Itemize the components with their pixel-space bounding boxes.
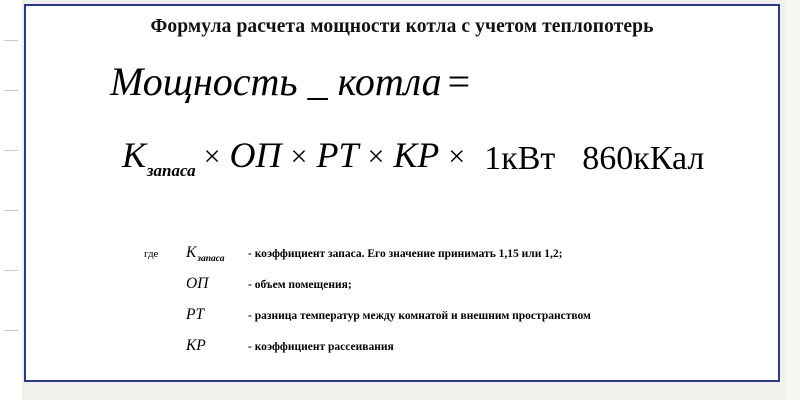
factor-rt: РТ bbox=[316, 135, 359, 175]
left-margin-strip bbox=[0, 0, 22, 400]
factor-kr: КР bbox=[393, 135, 440, 175]
legend-item bbox=[144, 337, 744, 355]
right-margin-strip bbox=[786, 0, 800, 400]
slide-frame bbox=[24, 4, 780, 382]
legend-description: - разница температур между комнатой и внешним пространством bbox=[248, 310, 591, 322]
formula-equals-sign: = bbox=[447, 59, 471, 104]
legend-description: - коэффициент рассеивания bbox=[248, 341, 394, 353]
fraction-numerator: 1кВт bbox=[484, 140, 556, 177]
formula-result-label: Мощность _ котла bbox=[110, 59, 442, 104]
legend-where-label: где bbox=[144, 248, 159, 260]
legend-symbol: ОП bbox=[186, 275, 209, 292]
legend-list bbox=[144, 244, 744, 368]
conversion-fraction bbox=[474, 136, 712, 178]
legend-symbol: $К_{запаса}$ bbox=[186, 244, 225, 264]
multiplication-sign: × bbox=[290, 140, 308, 173]
factor-k-zapasa: $К_{запаса}$ bbox=[122, 135, 196, 180]
multiplication-sign: × bbox=[448, 140, 466, 173]
legend-symbol: РТ bbox=[186, 306, 205, 323]
legend-description: - объем помещения; bbox=[248, 279, 352, 291]
factor-op: ОП bbox=[229, 135, 282, 175]
page-title: Формула расчета мощности котла с учетом теплопотерь bbox=[150, 16, 654, 37]
multiplication-sign: × bbox=[203, 140, 221, 173]
fraction-denominator: 860кКал bbox=[582, 140, 705, 177]
legend-description: - коэффициент запаса. Его значение принимать 1,15 или 1,2; bbox=[248, 248, 563, 260]
legend-symbol: КР bbox=[186, 337, 206, 354]
legend-item bbox=[144, 244, 744, 262]
formula-expression-line bbox=[122, 134, 712, 180]
formula-result-line bbox=[110, 58, 470, 105]
multiplication-sign: × bbox=[367, 140, 385, 173]
legend-item bbox=[144, 306, 744, 324]
legend-item bbox=[144, 275, 744, 293]
